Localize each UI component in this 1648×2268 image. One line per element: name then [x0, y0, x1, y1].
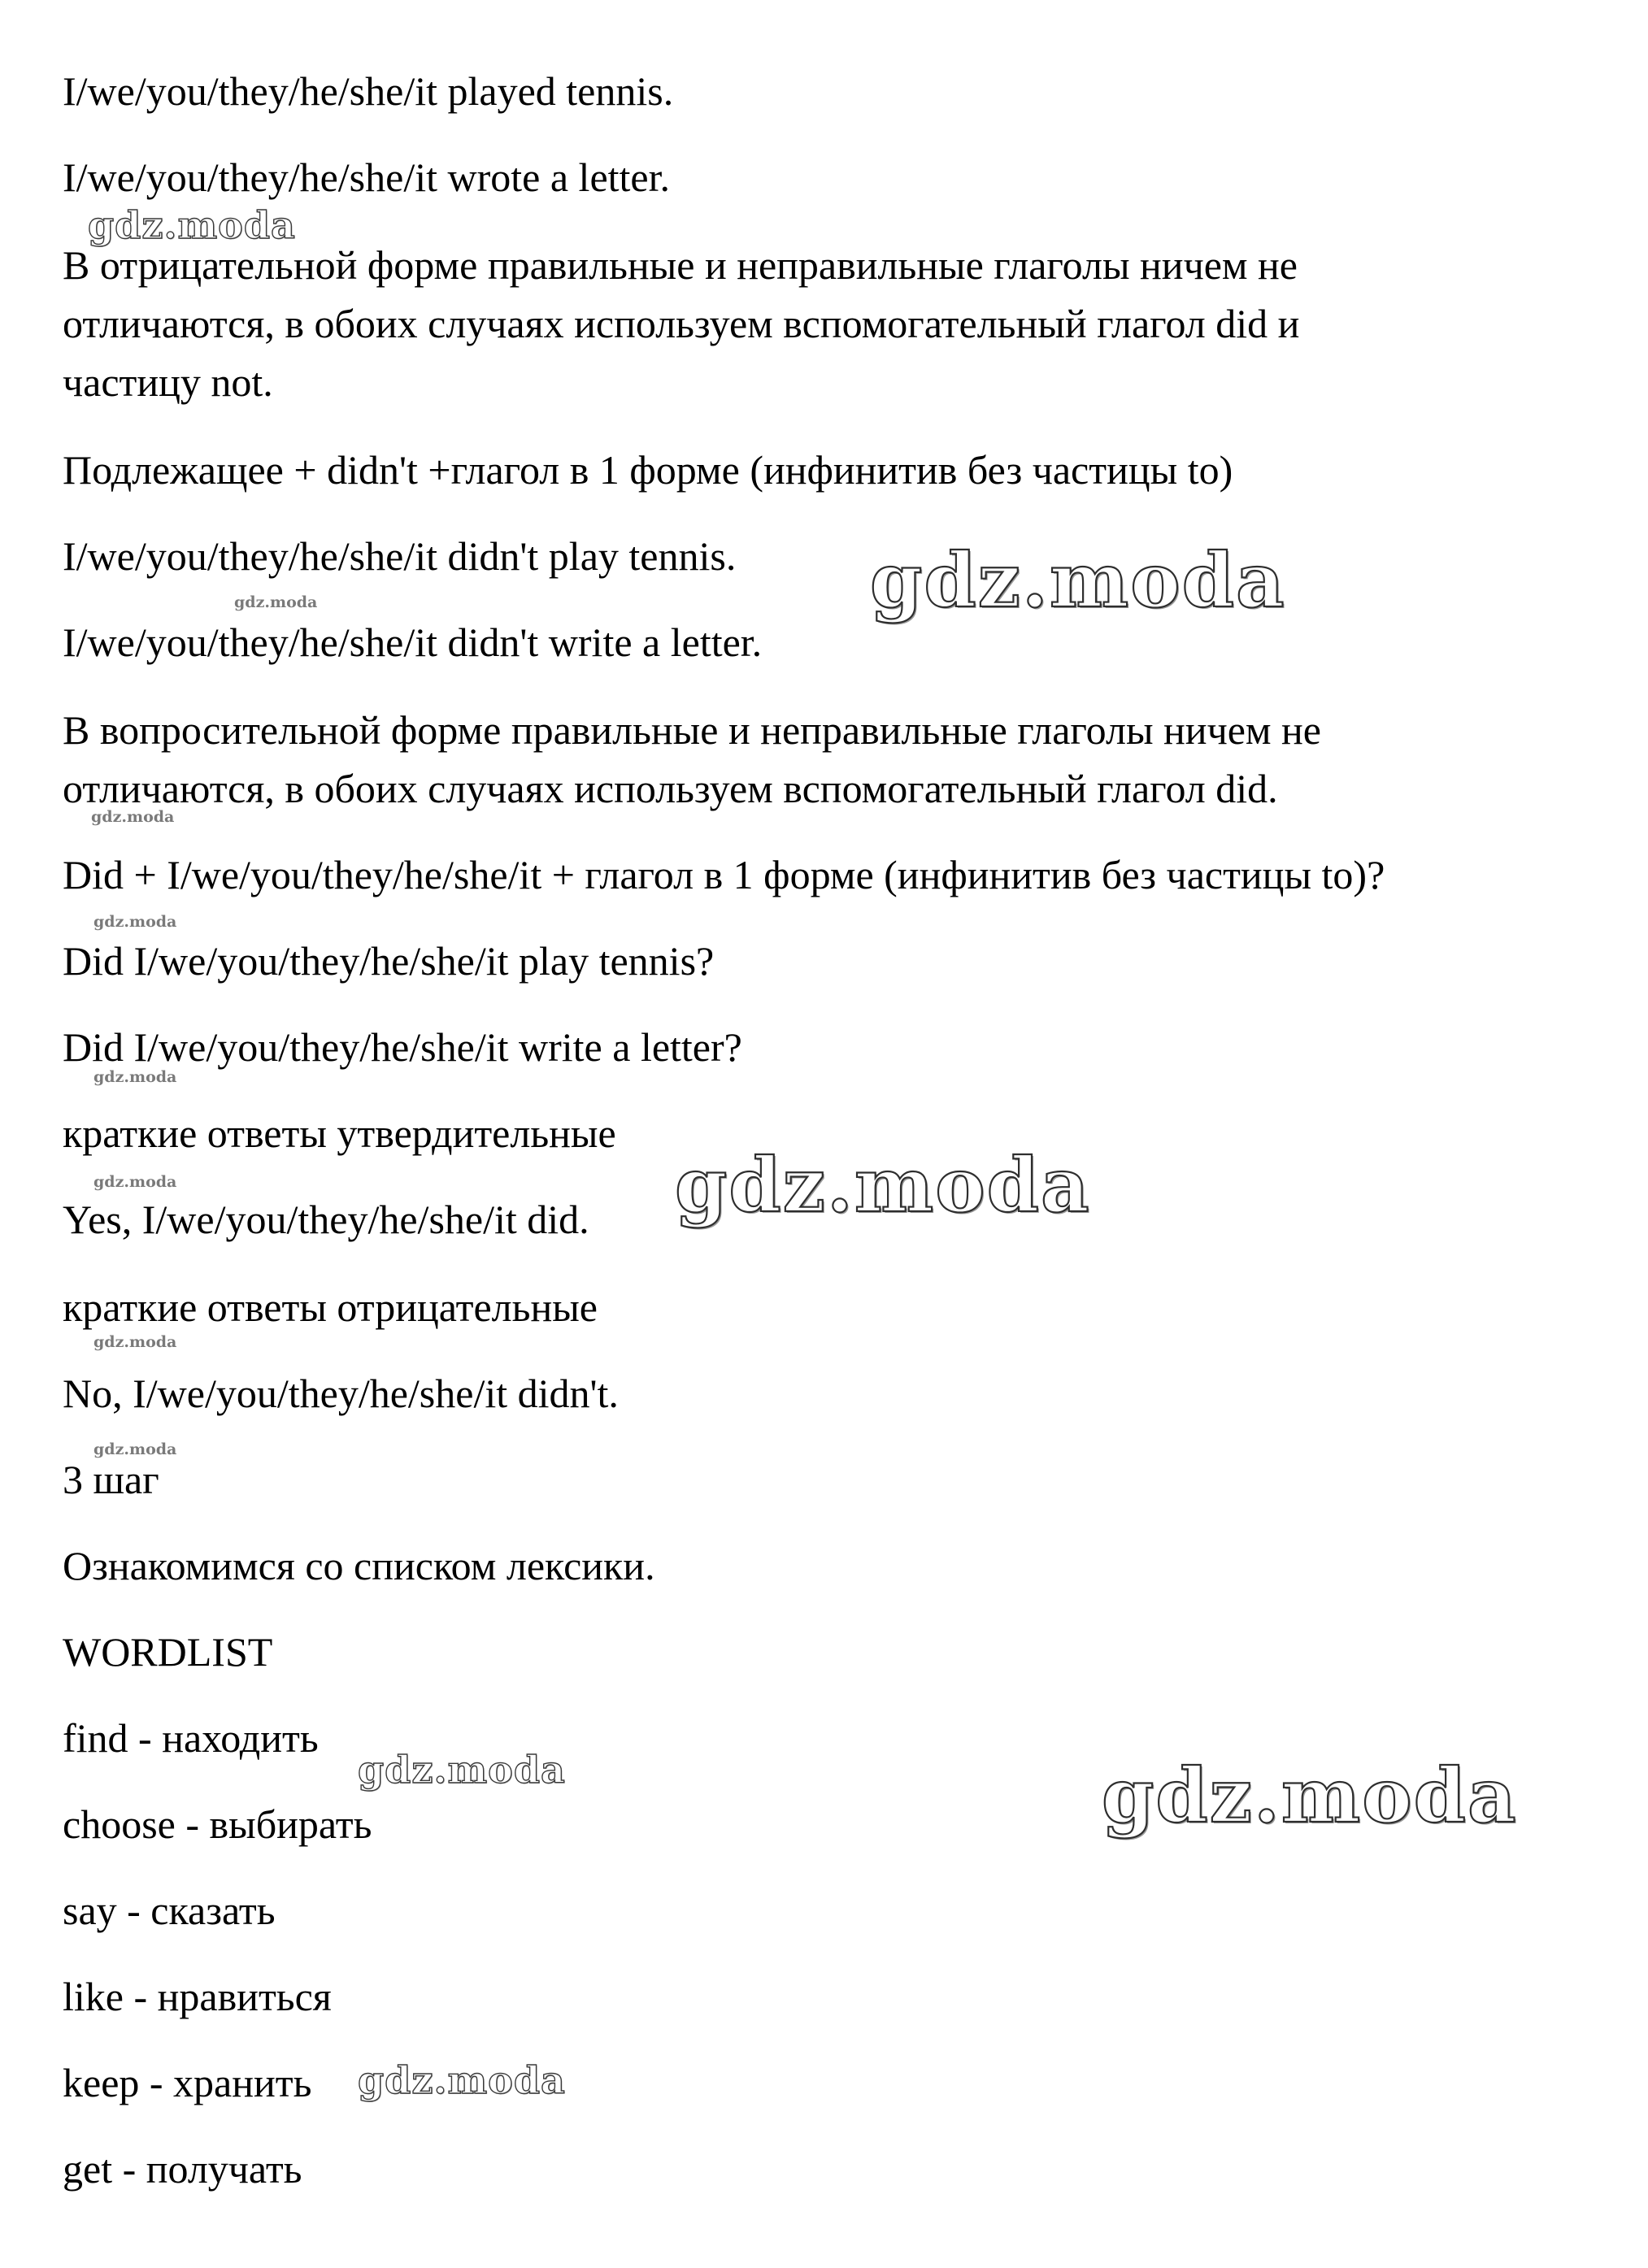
watermark-logo: gdz.moda	[93, 1068, 177, 1086]
text-line-7: I/we/you/they/he/she/it didn't play tennis.	[63, 533, 737, 579]
text-line-15: Yes, I/we/you/they/he/she/it did.	[63, 1197, 589, 1242]
text-line-11: Did + I/we/you/they/he/she/it + глагол в 1 форме (инфинитив без частицы to)?	[63, 852, 1385, 897]
text-line-19: Ознакомимся со списком лексики.	[63, 1543, 655, 1588]
watermark-logo: gdz.moda	[358, 1748, 566, 1792]
watermark-logo: gdz.moda	[93, 913, 177, 931]
text-line-2: I/we/you/they/he/she/it wrote a letter.	[63, 154, 670, 200]
text-line-12: Did I/we/you/they/he/she/it play tennis?	[63, 938, 715, 984]
text-line-18: 3 шаг	[63, 1457, 159, 1502]
text-line-1: I/we/you/they/he/she/it played tennis.	[63, 68, 674, 114]
watermark-logo: gdz.moda	[675, 1141, 1091, 1229]
watermark-logo: gdz.moda	[93, 1173, 177, 1191]
text-line-21: find - находить	[63, 1715, 319, 1761]
text-line-6: Подлежащее + didn't +глагол в 1 форме (инфинитив без частицы to)	[63, 447, 1233, 493]
watermark-logo: gdz.moda	[870, 537, 1286, 624]
watermark-logo: gdz.moda	[234, 593, 318, 611]
text-line-26: get - получать	[63, 2146, 302, 2192]
text-line-24: like - нравиться	[63, 1974, 332, 2019]
text-line-17: No, I/we/you/they/he/she/it didn't.	[63, 1371, 619, 1416]
text-line-14: краткие ответы утвердительные	[63, 1110, 616, 1156]
watermark-logo: gdz.moda	[93, 1333, 177, 1351]
text-line-16: краткие ответы отрицательные	[63, 1284, 598, 1330]
watermark-logo: gdz.moda	[1102, 1752, 1518, 1840]
text-line-5: частицу not.	[63, 359, 273, 405]
text-line-4: отличаются, в обоих случаях используем вспомогательный глагол did и	[63, 301, 1300, 346]
watermark-logo: gdz.moda	[88, 203, 296, 247]
text-line-13: Did I/we/you/they/he/she/it write a letter?	[63, 1024, 742, 1070]
watermark-logo: gdz.moda	[93, 1440, 177, 1458]
watermark-logo: gdz.moda	[91, 808, 175, 826]
text-line-10: отличаются, в обоих случаях используем вспомогательный глагол did.	[63, 766, 1278, 811]
text-line-23: say - сказать	[63, 1888, 276, 1933]
text-line-22: choose - выбирать	[63, 1801, 372, 1847]
text-line-9: В вопросительной форме правильные и неправильные глаголы ничем не	[63, 707, 1321, 753]
text-line-8: I/we/you/they/he/she/it didn't write a letter.	[63, 619, 763, 665]
watermark-logo: gdz.moda	[358, 2058, 566, 2102]
text-line-25: keep - хранить	[63, 2060, 312, 2105]
text-line-3: В отрицательной форме правильные и неправильные глаголы ничем не	[63, 242, 1298, 288]
text-line-20: WORDLIST	[63, 1629, 273, 1675]
